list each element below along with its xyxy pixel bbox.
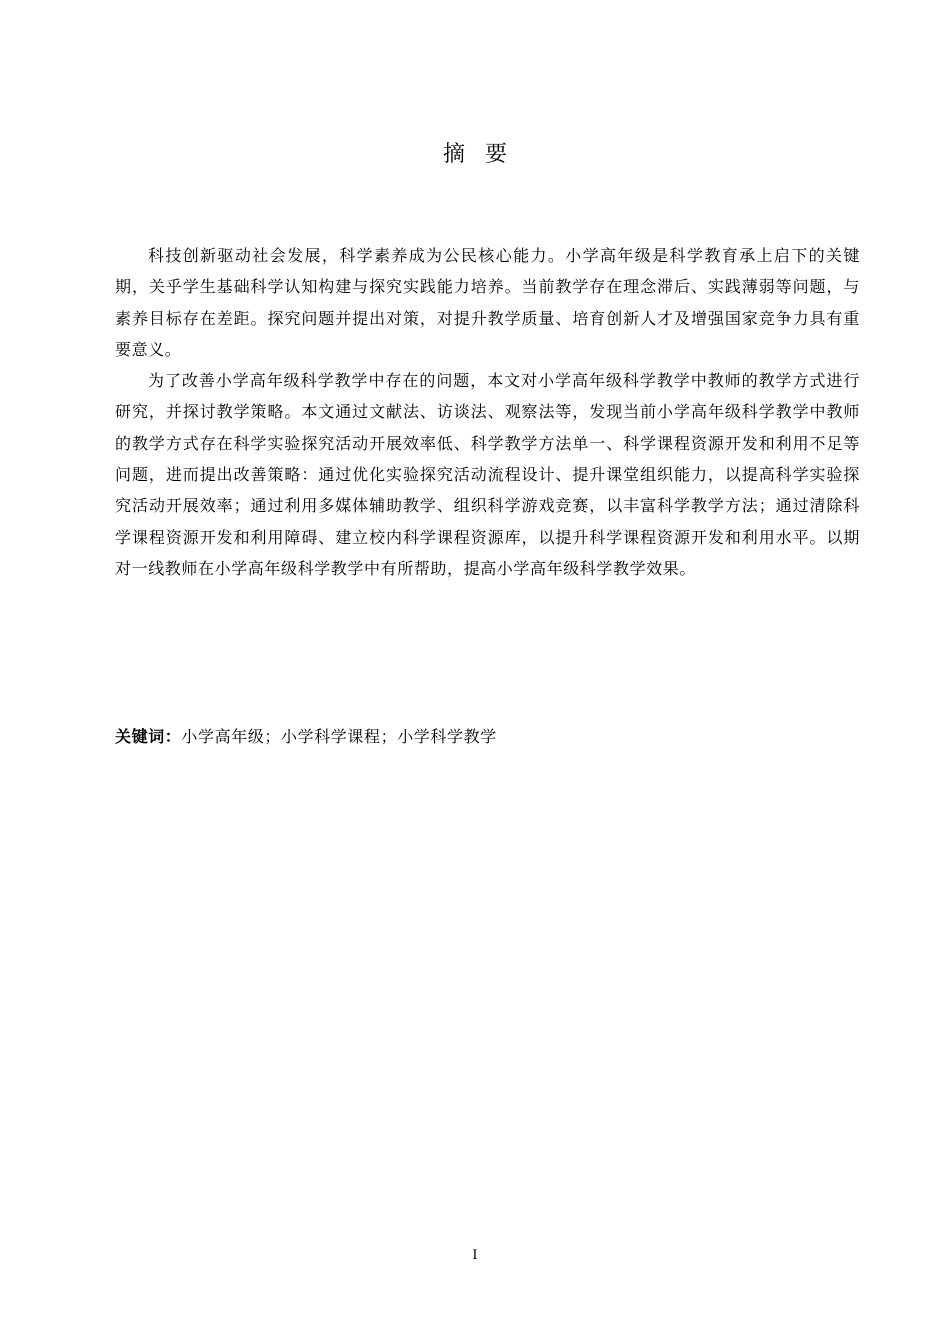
page-number: I — [472, 1248, 478, 1263]
keywords-line — [115, 723, 860, 751]
abstract-paragraph-2: 为了改善小学高年级科学教学中存在的问题，本文对小学高年级科学教学中教师的教学方式进行研究，并探讨教学策略。本文通过文献法、访谈法、观察法等，发现当前小学高年级科学教学中教师的教学方式存在科学实验探究活动开展效率低、科学教学方法单一、科学课程资源开发和利用不足等问题，进而提出改善策略：通过优化实验探究活动流程设计、提升课堂组织能力，以提高科学实验探究活动开展效率；通过利用多媒体辅助教学、组织科学游戏竞赛，以丰富科学教学方法；通过清除科学课程资源开发和利用障碍、建立校内科学课程资源库，以提升科学课程资源开发和利用水平。以期对一线教师在小学高年级科学教学中有所帮助，提高小学高年级科学教学效果。 — [115, 371, 860, 578]
abstract-body — [115, 240, 860, 584]
abstract-title: 摘要 — [442, 141, 527, 167]
abstract-paragraph-1: 科技创新驱动社会发展，科学素养成为公民核心能力。小学高年级是科学教育承上启下的关键期，关乎学生基础科学认知构建与探究实践能力培养。当前教学存在理念滞后、实践薄弱等问题，与素养目标存在差距。探究问题并提出对策，对提升教学质量、培育创新人才及增强国家竞争力具有重要意义。 — [115, 246, 860, 359]
keywords-label: 关键词： — [115, 727, 182, 746]
keywords-text: 小学高年级；小学科学课程；小学科学教学 — [181, 727, 497, 746]
